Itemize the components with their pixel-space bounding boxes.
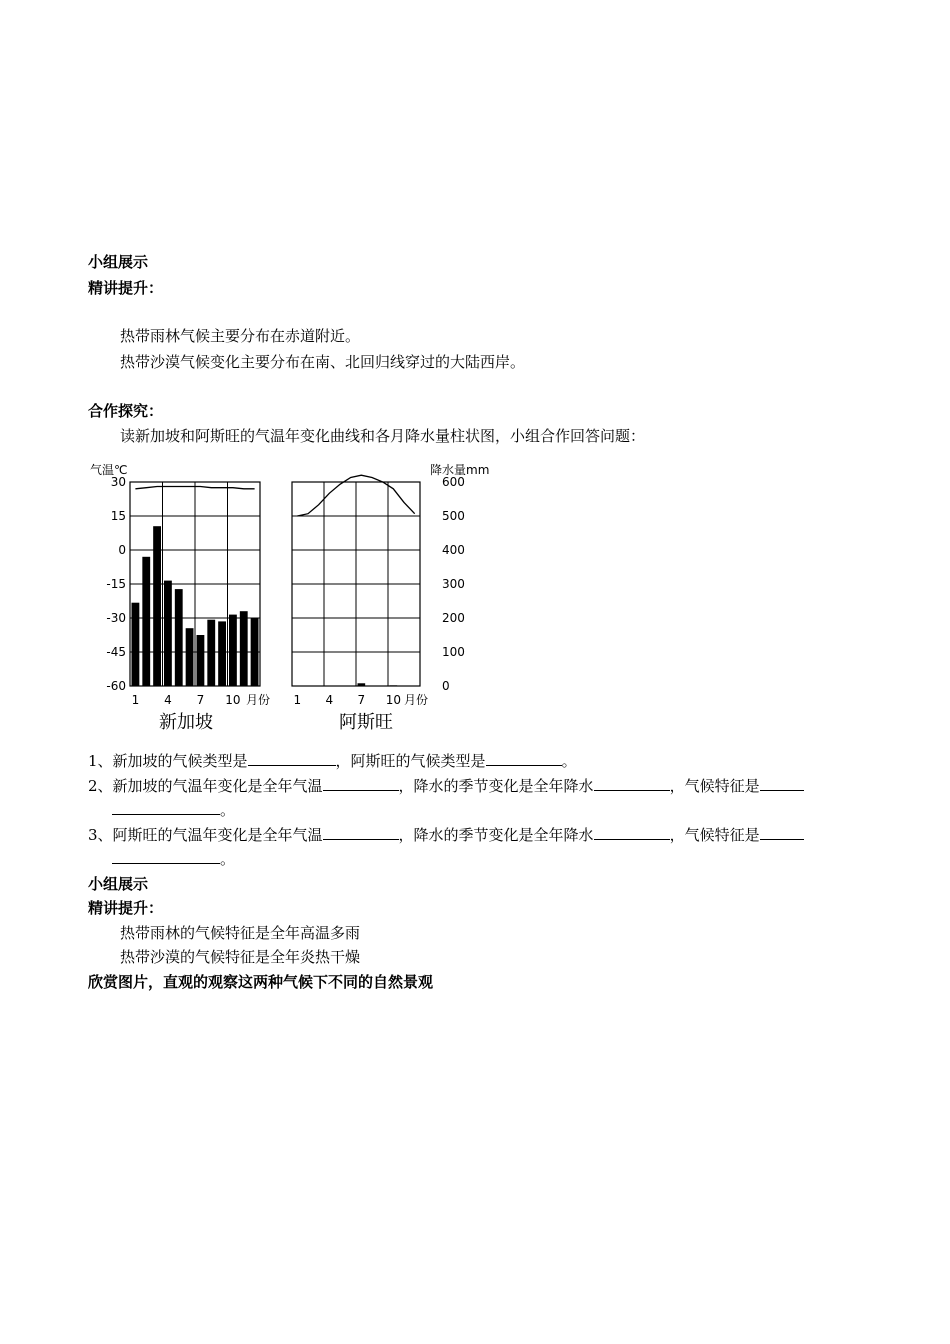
c1-precip-bar <box>240 611 248 686</box>
group-show-heading-1: 小组展示 <box>88 253 149 271</box>
c2-precip-bar <box>358 683 366 686</box>
c1-precip-bar <box>164 581 172 686</box>
question-1-blank-2[interactable] <box>486 751 562 766</box>
c1-precip-bar <box>197 635 205 686</box>
singapore-chart <box>90 462 270 733</box>
c1-precip-bar <box>207 620 215 686</box>
c1-precip-bar <box>132 603 140 686</box>
climate-charts <box>88 458 508 738</box>
c1-ytick-label: -15 <box>106 577 126 591</box>
c1-ytick-label: -60 <box>106 679 126 693</box>
c2-xtick-label: 7 <box>357 693 366 707</box>
c2-ytick-label: 400 <box>442 543 465 557</box>
c2-xtick-label: 1 <box>293 693 302 707</box>
c1-ytick-label: 15 <box>110 509 126 523</box>
question-3-blank-3-cont[interactable] <box>112 849 220 864</box>
question-2 <box>88 776 804 796</box>
singapore-temp-axis-label: 气温℃ <box>90 463 128 477</box>
c2-ytick-label: 500 <box>442 509 465 523</box>
c1-precip-bar <box>251 618 259 686</box>
question-3-text-c: ，气候特征是 <box>669 826 760 844</box>
question-3 <box>88 825 804 845</box>
c1-xtick-label: 4 <box>164 693 172 707</box>
singapore-title: 新加坡 <box>159 712 213 733</box>
c2-ytick-label: 100 <box>442 645 465 659</box>
c1-precip-bar <box>218 621 226 686</box>
c1-ytick-label: 0 <box>118 543 126 557</box>
feature-point-2: 热带沙漠的气候特征是全年炎热干燥 <box>120 948 361 966</box>
c1-ytick-label: -45 <box>106 645 126 659</box>
c1-xtick-label: 1 <box>131 693 140 707</box>
question-3-blank-3[interactable] <box>760 825 804 840</box>
question-2-blank-1[interactable] <box>323 776 399 791</box>
group-show-heading-2: 小组展示 <box>88 875 149 893</box>
c1-precip-bar <box>229 615 237 686</box>
question-1-text-b: ，阿斯旺的气候类型是 <box>335 752 486 770</box>
refine-point-2: 热带沙漠气候变化主要分布在南、北回归线穿过的大陆西岸。 <box>120 353 526 371</box>
c2-precip-bar <box>390 685 398 686</box>
c1-ytick-label: -30 <box>106 611 126 625</box>
question-3-text-a: 3、阿斯旺的气温年变化是全年气温 <box>88 826 323 844</box>
question-2-text-a: 2、新加坡的气温年变化是全年气温 <box>88 777 323 795</box>
question-1-text-c: 。 <box>561 752 577 770</box>
refine-heading-1: 精讲提升： <box>88 279 164 297</box>
question-1-blank-1[interactable] <box>248 751 336 766</box>
c1-xtick-label: 10 <box>225 693 241 707</box>
cooperation-intro: 读新加坡和阿斯旺的气温年变化曲线和各月降水量柱状图，小组合作回答问题： <box>120 427 646 445</box>
question-1-text-a: 1、新加坡的气候类型是 <box>88 752 248 770</box>
question-3-text-b: ，降水的季节变化是全年降水 <box>398 826 594 844</box>
refine-heading-2: 精讲提升： <box>88 899 164 917</box>
c2-ytick-label: 200 <box>442 611 465 625</box>
c1-precip-bar <box>175 589 183 686</box>
question-2-text-b: ，降水的季节变化是全年降水 <box>398 777 594 795</box>
question-2-blank-3-cont[interactable] <box>112 800 220 815</box>
question-2-text-d: 。 <box>220 801 236 819</box>
question-1 <box>88 751 577 771</box>
aswan-precip-axis-label: 降水量mm <box>430 463 490 477</box>
question-2-text-c: ，气候特征是 <box>669 777 760 795</box>
c2-ytick-label: 0 <box>442 679 450 693</box>
c1-precip-bar <box>153 526 161 686</box>
c1-xtick-label: 7 <box>196 693 205 707</box>
c2-xtick-label: 4 <box>325 693 334 707</box>
c2-ytick-label: 600 <box>442 475 465 489</box>
singapore-x-unit: 月份 <box>246 693 271 707</box>
question-3-text-d: 。 <box>220 850 236 868</box>
aswan-title: 阿斯旺 <box>339 712 393 733</box>
aswan-x-unit: 月份 <box>404 693 429 707</box>
question-3-blank-2[interactable] <box>594 825 670 840</box>
c1-precip-bar <box>186 628 194 686</box>
aswan-chart <box>292 462 489 733</box>
question-2-cont <box>112 800 235 820</box>
question-2-blank-2[interactable] <box>594 776 670 791</box>
question-2-blank-3[interactable] <box>760 776 804 791</box>
appreciate-heading: 欣赏图片，直观的观察这两种气候下不同的自然景观 <box>88 973 434 991</box>
cooperation-heading: 合作探究： <box>88 402 164 420</box>
feature-point-1: 热带雨林的气候特征是全年高温多雨 <box>120 924 361 942</box>
c2-ytick-label: 300 <box>442 577 465 591</box>
question-3-cont <box>112 849 235 869</box>
c2-xtick-label: 10 <box>385 693 401 707</box>
refine-point-1: 热带雨林气候主要分布在赤道附近。 <box>120 327 361 345</box>
c1-ytick-label: 30 <box>110 475 126 489</box>
c1-precip-bar <box>142 557 150 686</box>
question-3-blank-1[interactable] <box>323 825 399 840</box>
